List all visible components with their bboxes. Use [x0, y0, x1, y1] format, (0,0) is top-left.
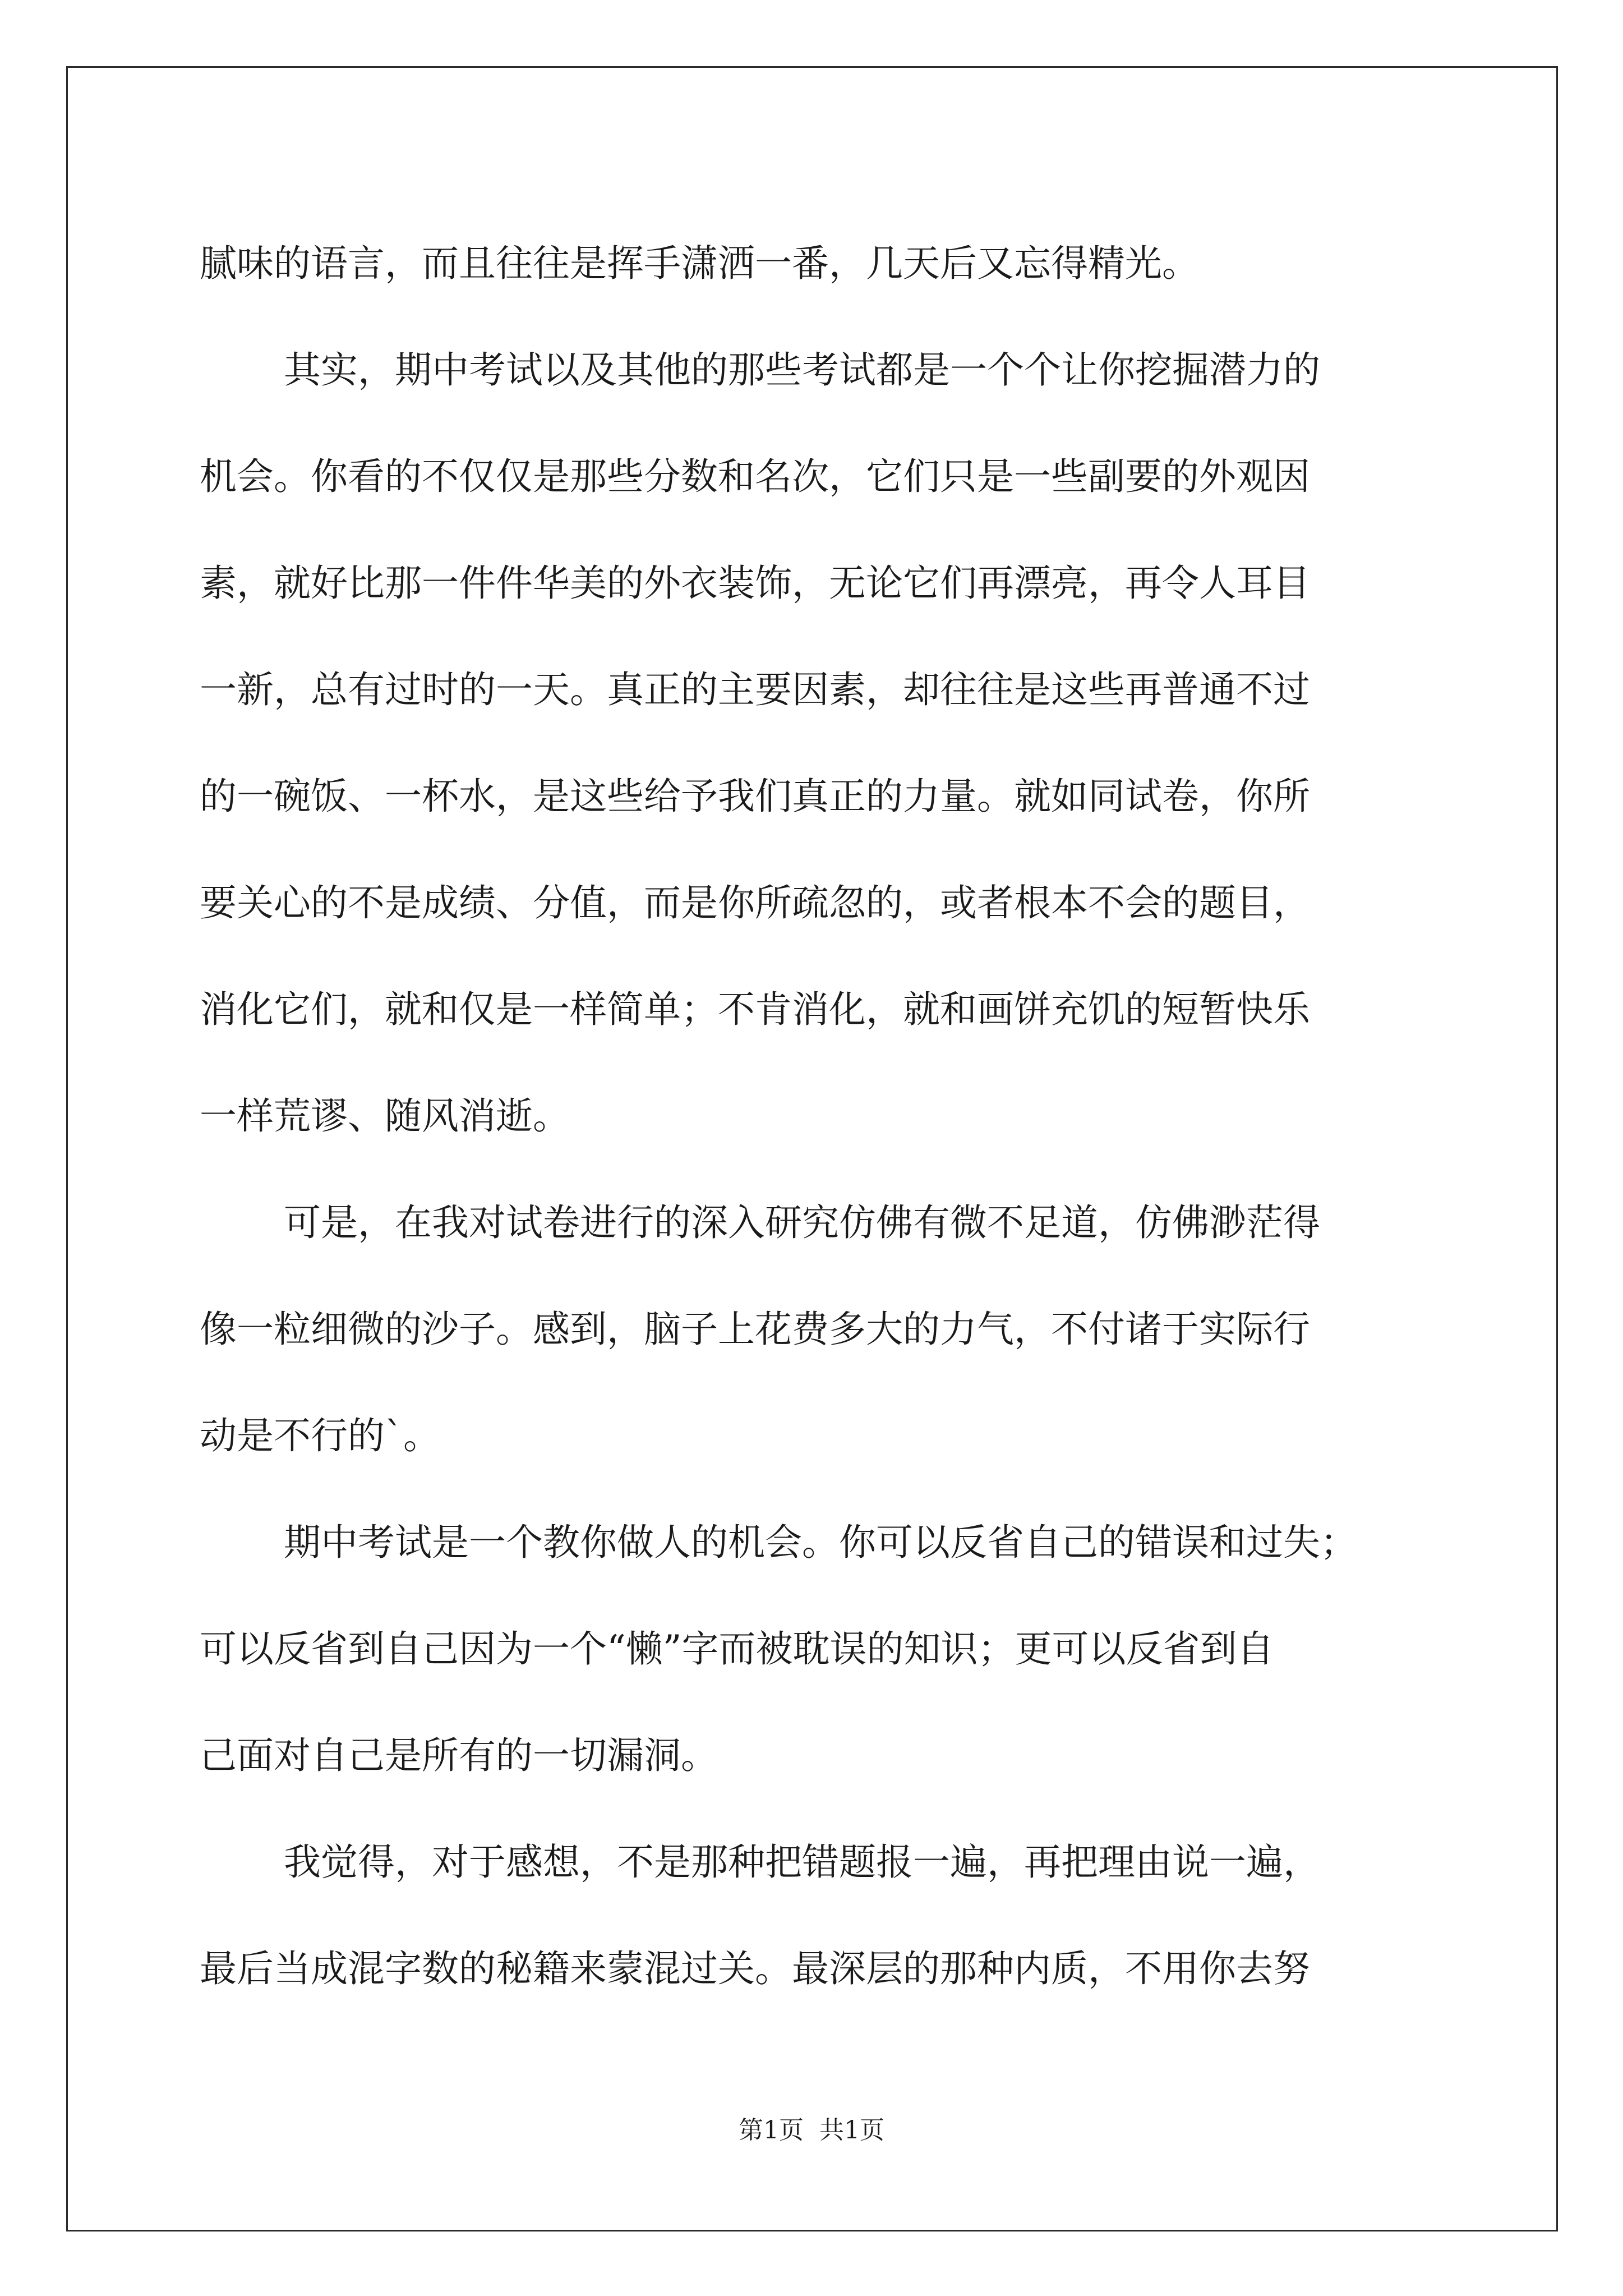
text-line: 机会。你看的不仅仅是那些分数和名次，它们只是一些副要的外观因 — [200, 455, 1310, 498]
page-total: 共1页 — [819, 2116, 884, 2145]
text-line: 一样荒谬、随风消逝。 — [200, 1094, 570, 1138]
text-line: 的一碗饭、一杯水，是这些给予我们真正的力量。就如同试卷，你所 — [200, 775, 1310, 818]
text-line: 像一粒细微的沙子。感到，脑子上花费多大的力气，不付诸于实际行 — [200, 1308, 1310, 1351]
text-line: 我觉得，对于感想，不是那种把错题报一遍，再把理由说一遍， — [284, 1841, 1320, 1884]
text-line: 可以反省到自己因为一个“懒”字而被耽误的知识；更可以反省到自 — [200, 1627, 1274, 1671]
text-line: 可是，在我对试卷进行的深入研究仿佛有微不足道，仿佛渺茫得 — [284, 1201, 1320, 1244]
text-line: 其实，期中考试以及其他的那些考试都是一个个让你挖掘潜力的 — [284, 348, 1320, 392]
text-line: 动是不行的`。 — [200, 1414, 440, 1457]
text-line: 期中考试是一个教你做人的机会。你可以反省自己的错误和过失； — [284, 1521, 1357, 1564]
page-number: 第1页 — [739, 2116, 804, 2145]
text-line: 最后当成混字数的秘籍来蒙混过关。最深层的那种内质，不用你去努 — [200, 1947, 1310, 1990]
text-line: 消化它们，就和仅是一样简单；不肯消化，就和画饼充饥的短暂快乐 — [200, 988, 1310, 1031]
text-line: 己面对自己是所有的一切漏洞。 — [200, 1734, 718, 1777]
text-line: 腻味的语言，而且往往是挥手潇洒一番，几天后又忘得精光。 — [200, 242, 1199, 285]
text-line: 一新，总有过时的一天。真正的主要因素，却往往是这些再普通不过 — [200, 668, 1310, 711]
document-body — [200, 210, 1428, 2022]
text-line: 素，就好比那一件件华美的外衣装饰，无论它们再漂亮，再令人耳目 — [200, 562, 1310, 605]
text-line: 要关心的不是成绩、分值，而是你所疏忽的，或者根本不会的题目， — [200, 881, 1310, 924]
page-footer — [0, 2114, 1623, 2147]
